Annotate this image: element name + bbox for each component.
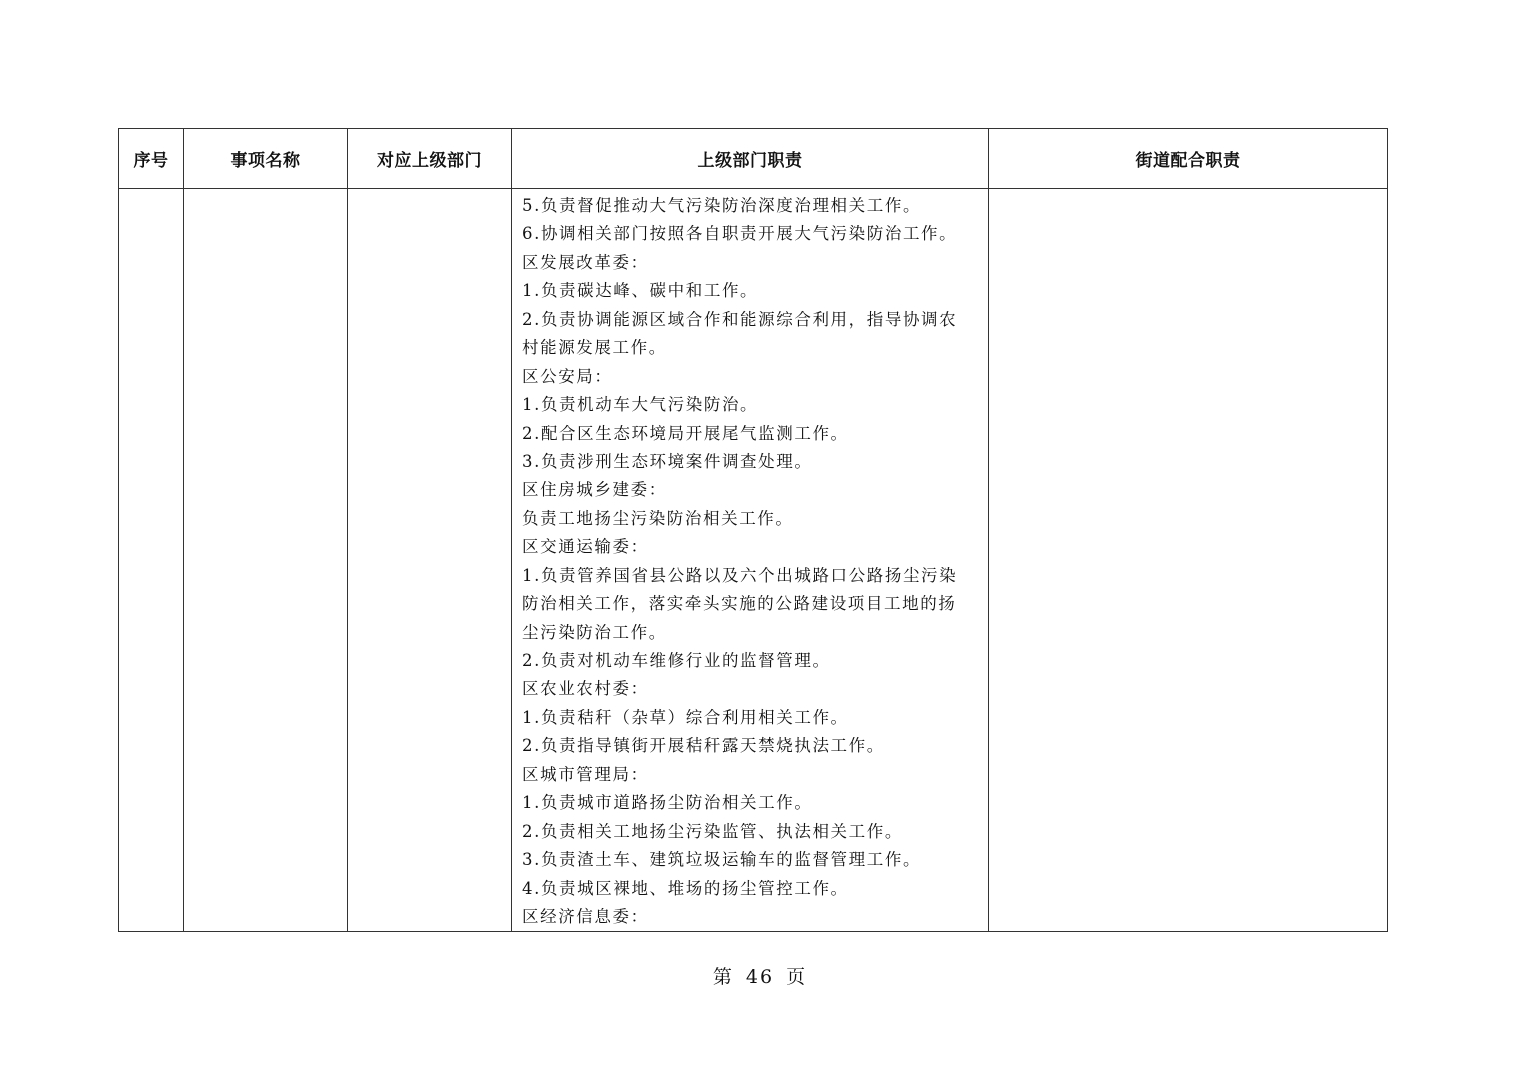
duty-line: 6.协调相关部门按照各自职责开展大气污染防治工作。 — [522, 224, 958, 244]
duty-line: 1.负责城市道路扬尘防治相关工作。 — [522, 793, 813, 813]
duty-line: 2.负责对机动车维修行业的监督管理。 — [522, 651, 831, 670]
duty-line: 防治相关工作，落实牵头实施的公路建设项目工地的扬 — [522, 594, 957, 614]
duty-line: 1.负责碳达峰、碳中和工作。 — [522, 281, 759, 301]
duty-line: 5.负责督促推动大气污染防治深度治理相关工作。 — [522, 196, 922, 215]
duty-line: 尘污染防治工作。 — [522, 622, 667, 642]
superior-duty-list — [512, 189, 988, 931]
page-number: 46 — [745, 966, 775, 988]
cell-item-name — [184, 189, 348, 932]
table-header — [119, 129, 1388, 189]
header-superior-dept: 对应上级部门 — [348, 129, 512, 189]
duty-line: 2.配合区生态环境局开展尾气监测工作。 — [522, 423, 849, 443]
duty-line: 村能源发展工作。 — [522, 338, 667, 358]
duty-line: 区住房城乡建委： — [522, 480, 667, 500]
table-row — [119, 189, 1388, 932]
cell-seq — [119, 189, 184, 932]
header-row — [119, 129, 1388, 189]
duty-line: 区交通运输委： — [522, 537, 649, 557]
duty-line: 3.负责涉刑生态环境案件调查处理。 — [522, 451, 813, 471]
duty-line: 区经济信息委： — [522, 906, 649, 926]
page-number-prefix: 第 — [712, 966, 734, 988]
responsibility-table — [118, 128, 1388, 932]
cell-superior-duty — [512, 189, 989, 932]
duty-line: 3.负责渣土车、建筑垃圾运输车的监督管理工作。 — [522, 850, 922, 870]
header-item-name: 事项名称 — [184, 129, 348, 189]
duty-line: 区农业农村委： — [522, 679, 649, 699]
duty-line: 区城市管理局： — [522, 764, 649, 784]
table-body — [119, 189, 1388, 932]
header-street-duty: 街道配合职责 — [989, 129, 1388, 189]
page-footer — [0, 962, 1520, 989]
duty-line: 2.负责相关工地扬尘污染监管、执法相关工作。 — [522, 821, 903, 841]
duty-line: 负责工地扬尘污染防治相关工作。 — [522, 508, 794, 528]
duty-line: 2.负责指导镇街开展秸秆露天禁烧执法工作。 — [522, 736, 885, 756]
duty-line: 1.负责管养国省县公路以及六个出城路口公路扬尘污染 — [522, 565, 958, 585]
header-superior-duty: 上级部门职责 — [512, 129, 989, 189]
header-seq: 序号 — [119, 129, 184, 189]
duty-line: 2.负责协调能源区域合作和能源综合利用，指导协调农 — [522, 309, 958, 329]
duty-line: 区发展改革委： — [522, 252, 649, 272]
duty-line: 1.负责机动车大气污染防治。 — [522, 395, 759, 415]
duty-line: 4.负责城区裸地、堆场的扬尘管控工作。 — [522, 878, 849, 898]
cell-street-duty — [989, 189, 1388, 932]
cell-superior-dept — [348, 189, 512, 932]
duty-line: 区公安局： — [522, 366, 613, 386]
page-number-suffix: 页 — [786, 966, 808, 988]
duty-line: 1.负责秸秆（杂草）综合利用相关工作。 — [522, 707, 849, 727]
